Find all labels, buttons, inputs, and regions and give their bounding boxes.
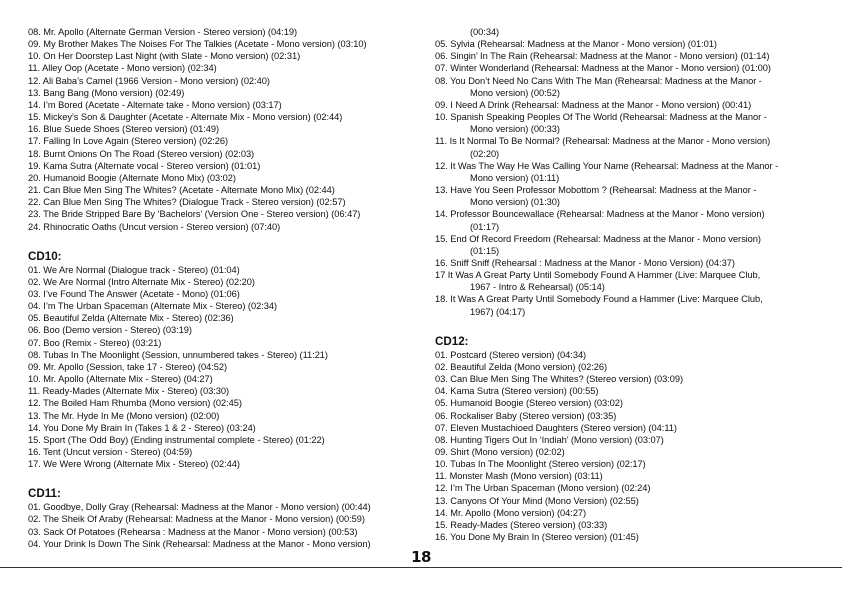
track-line: 20. Humanoid Boogie (Alternate Mono Mix) (03:02) [28,172,236,183]
track-line: 16. You Done My Brain In (Stereo version) (01:45) [435,532,639,543]
track-line: 12. Ali Baba’s Camel (1966 Version - Mono version) (02:40) [28,75,270,86]
track-line: 24. Rhinocratic Oaths (Uncut version - Stereo version) (07:40) [28,221,281,232]
track-line-continuation: 1967 - Intro & Rehearsal) (05:14) [470,282,605,293]
track-line: 14. Mr. Apollo (Mono version) (04:27) [435,507,587,518]
disc-heading: CD11: [28,487,61,501]
track-line: 03. I’ve Found The Answer (Acetate - Mono) (01:06) [28,288,240,299]
track-line: 18. Burnt Onions On The Road (Stereo version) (02:03) [28,148,255,159]
track-line: 01. We Are Normal (Dialogue track - Stereo) (01:04) [28,264,240,275]
track-line-continuation: Mono version) (00:52) [470,87,560,98]
track-line: 07. Eleven Mustachioed Daughters (Stereo version) (04:11) [435,422,677,433]
track-line: 08. You Don’t Need No Cans With The Man (Rehearsal: Madness at the Manor - [435,75,762,86]
track-line: 15. Sport (The Odd Boy) (Ending instrumental complete - Stereo) (01:22) [28,434,325,445]
track-line: 12. I’m The Urban Spaceman (Mono version) (02:24) [435,483,651,494]
track-line: 16. Blue Suede Shoes (Stereo version) (01:49) [28,124,220,135]
track-line: 11. Alley Oop (Acetate - Mono version) (02:34) [28,63,217,74]
track-line: 08. Hunting Tigers Out In ‘Indiah’ (Mono version) (03:07) [435,434,664,445]
track-line: 16. Sniff Sniff (Rehearsal : Madness at the Manor - Mono Version) (04:37) [435,257,735,268]
track-line: 05. Humanoid Boogie (Stereo version) (03:02) [435,398,623,409]
track-line: 23. The Bride Stripped Bare By ‘Bachelors’ (Version One - Stereo version) (06:47) [28,209,361,220]
track-line: 02. Beautiful Zelda (Mono version) (02:26) [435,361,608,372]
track-line: 17. Falling In Love Again (Stereo version) (02:26) [28,136,229,147]
track-line: 11. Is It Normal To Be Normal? (Rehearsal: Madness at the Manor - Mono version) [435,136,771,147]
track-line: 15. Mickey’s Son & Daughter (Acetate - Alternate Mix - Mono version) (02:44) [28,112,343,123]
track-line: 01. Postcard (Stereo version) (04:34) [435,349,587,360]
left-column [28,26,413,550]
page-number: 18 [411,548,431,566]
track-line: 04. Your Drink Is Down The Sink (Rehearsal: Madness at the Manor - Mono version) [28,538,371,549]
track-line: 08. Mr. Apollo (Alternate German Version - Stereo version) (04:19) [28,27,298,37]
track-line: 08. Tubas In The Moonlight (Session, unnumbered takes - Stereo) (11:21) [28,349,328,360]
track-line: 19. Kama Sutra (Alternate vocal - Stereo version) (01:01) [28,160,261,171]
track-line: 18. It Was A Great Party Until Somebody Found a Hammer (Live: Marquee Club, [435,294,763,305]
track-line: 11. Monster Mash (Mono version) (03:11) [435,471,603,482]
track-line: 04. Kama Sutra (Stereo version) (00:55) [435,386,599,397]
track-line: 07. Boo (Remix - Stereo) (03:21) [28,337,162,348]
track-line-continuation: (01:15) [470,245,500,256]
track-line: 06. Rockaliser Baby (Stereo version) (03:35) [435,410,617,421]
track-line: 07. Winter Wonderland (Rehearsal: Madness at the Manor - Mono version) (01:00) [435,63,771,74]
track-line: 02. We Are Normal (Intro Alternate Mix - Stereo) (02:20) [28,276,255,287]
disc-heading: CD10: [28,249,62,263]
track-line-continuation: Mono version) (01:11) [470,172,560,183]
track-line: 10. Tubas In The Moonlight (Stereo version) (02:17) [435,459,646,470]
track-line: 14. Professor Bouncewallace (Rehearsal: Madness at the Manor - Mono version) [435,209,765,220]
track-line: 03. Can Blue Men Sing The Whites? (Stereo version) (03:09) [435,374,684,385]
track-line-continuation: Mono version) (01:30) [470,197,560,208]
track-line-continuation: 1967) (04:17) [470,306,526,317]
track-line: 14. I’m Bored (Acetate - Alternate take - Mono version) (03:17) [28,99,282,110]
track-line: 13. Have You Seen Professor Mobottom ? (Rehearsal: Madness at the Manor - [435,185,757,196]
track-line: 05. Beautiful Zelda (Alternate Mix - Stereo) (02:36) [28,313,234,324]
track-line: 11. Ready-Mades (Alternate Mix - Stereo) (03:30) [28,386,230,397]
track-line: 02. The Sheik Of Araby (Rehearsal: Madness at the Manor - Mono version) (00:59) [28,514,365,525]
track-line: 10. Spanish Speaking Peoples Of The World (Rehearsal: Madness at the Manor - [435,112,767,123]
track-line: 10. On Her Doorstep Last Night (with Slate - Mono version) (02:31) [28,51,301,62]
track-line: 01. Goodbye, Dolly Gray (Rehearsal: Madness at the Manor - Mono version) (00:44) [28,502,371,513]
track-line: 21. Can Blue Men Sing The Whites? (Acetate - Alternate Mono Mix) (02:44) [28,185,335,196]
track-line-continuation: (01:17) [470,221,500,232]
track-line: 16. Tent (Uncut version - Stereo) (04:59) [28,447,193,457]
right-column [435,26,820,543]
track-line: 22. Can Blue Men Sing The Whites? (Dialogue Track - Stereo version) (02:57) [28,197,346,208]
track-line: 10. Mr. Apollo (Alternate Mix - Stereo) (04:27) [28,374,213,385]
track-line: 09. I Need A Drink (Rehearsal: Madness at the Manor - Mono version) (00:41) [435,99,752,110]
track-line-continuation: (00:34) [470,27,500,37]
track-line: 03. Sack Of Potatoes (Rehearsa : Madness at the Manor - Mono version) (00:53) [28,526,358,537]
track-line: 12. The Boiled Ham Rhumba (Mono version) (02:45) [28,398,242,409]
track-line: 13. Bang Bang (Mono version) (02:49) [28,87,185,98]
track-line: 15. Ready-Mades (Stereo version) (03:33) [435,519,608,530]
footer-rule [0,567,842,568]
track-line-continuation: (02:20) [470,148,500,159]
track-line: 04. I’m The Urban Spaceman (Alternate Mix - Stereo) (02:34) [28,301,278,312]
track-line: 17 It Was A Great Party Until Somebody Found A Hammer (Live: Marquee Club, [435,270,761,281]
track-line: 15. End Of Record Freedom (Rehearsal: Madness at the Manor - Mono version) [435,233,761,244]
track-line: 06. Boo (Demo version - Stereo) (03:19) [28,325,192,336]
track-line-continuation: Mono version) (00:33) [470,124,560,135]
track-line: 06. Singin’ In The Rain (Rehearsal: Madness at the Manor - Mono version) (01:14) [435,51,770,62]
track-line: 05. Sylvia (Rehearsal: Madness at the Manor - Mono version) (01:01) [435,39,717,50]
track-line: 14. You Done My Brain In (Takes 1 & 2 - Stereo) (03:24) [28,422,256,433]
track-line: 17. We Were Wrong (Alternate Mix - Stereo) (02:44) [28,459,240,470]
track-line: 09. My Brother Makes The Noises For The Talkies (Acetate - Mono version) (03:10) [28,39,367,50]
track-line: 12. It Was The Way He Was Calling Your Name (Rehearsal: Madness at the Manor - [435,160,779,171]
track-line: 09. Shirt (Mono version) (02:02) [435,447,565,457]
track-line: 13. Canyons Of Your Mind (Mono Version) (02:55) [435,495,639,506]
track-line: 13. The Mr. Hyde In Me (Mono version) (02:00) [28,410,220,421]
track-line: 09. Mr. Apollo (Session, take 17 - Stereo) (04:52) [28,361,228,372]
disc-heading: CD12: [435,334,469,348]
